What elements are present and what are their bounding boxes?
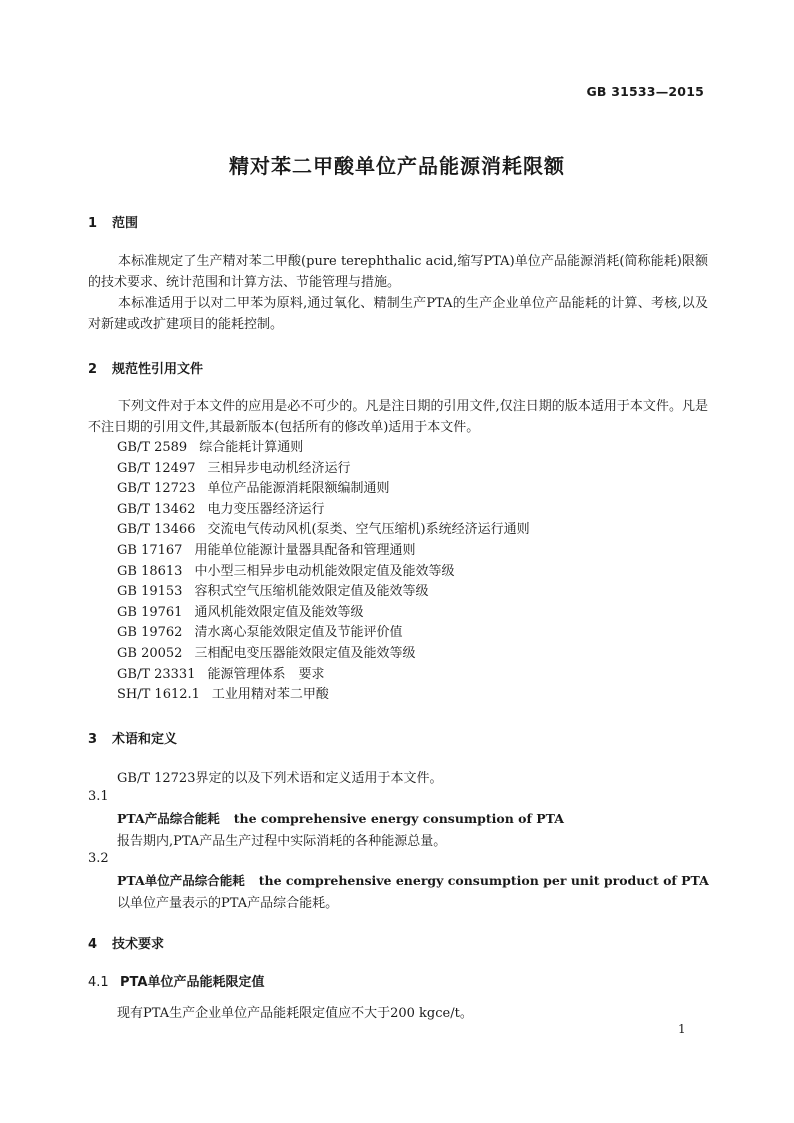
section-1-heading <box>88 212 138 231</box>
reference-title: 能源管理体系 要求 <box>207 666 325 682</box>
term-3-2-definition: 以单位产量表示的PTA产品综合能耗。 <box>117 896 339 911</box>
reference-item <box>117 623 530 644</box>
reference-code: GB/T 2589 <box>117 440 188 455</box>
term-3-1-number: 3.1 <box>88 789 109 804</box>
section-4-heading <box>88 933 164 952</box>
subsection-title: PTA单位产品能耗限定值 <box>120 975 265 990</box>
reference-title: 交流电气传动风机(泵类、空气压缩机)系统经济运行通则 <box>207 522 530 538</box>
reference-code: GB 17167 <box>117 542 183 558</box>
reference-item <box>117 644 530 665</box>
term-english: the comprehensive energy consumption of PTA <box>233 811 564 826</box>
section-2-heading <box>88 358 203 377</box>
section-number: 3 <box>88 732 98 747</box>
reference-code: SH/T 1612.1 <box>117 687 200 703</box>
document-title: 精对苯二甲酸单位产品能源消耗限额 <box>229 154 565 178</box>
reference-title: 通风机能效限定值及能效等级 <box>194 604 364 620</box>
reference-title: 容积式空气压缩机能效限定值及能效等级 <box>194 584 429 600</box>
reference-code: GB/T 13462 <box>117 501 196 517</box>
reference-title: 综合能耗计算通则 <box>199 440 304 455</box>
reference-code: GB/T 12723 <box>117 481 196 497</box>
section-1-paragraph-2: 本标准适用于以对二甲苯为原料,通过氧化、精制生产PTA的生产企业单位产品能耗的计算、考核,以及对新建或改扩建项目的能耗控制。 <box>88 296 708 332</box>
reference-code: GB/T 13466 <box>117 522 196 538</box>
reference-title: 清水离心泵能效限定值及节能评价值 <box>194 625 403 641</box>
reference-title: 三相异步电动机经济运行 <box>207 460 351 476</box>
section-number: 2 <box>88 362 98 377</box>
reference-item <box>117 438 530 459</box>
reference-code: GB 19153 <box>117 584 183 600</box>
section-title: 规范性引用文件 <box>112 362 204 377</box>
reference-title: 中小型三相异步电动机能效限定值及能效等级 <box>194 563 455 579</box>
reference-item <box>117 582 530 603</box>
page-number: 1 <box>678 1022 686 1036</box>
reference-item <box>117 479 530 500</box>
reference-item <box>117 520 530 541</box>
reference-item <box>117 562 530 583</box>
reference-code: GB 19762 <box>117 625 183 641</box>
section-title: 技术要求 <box>112 937 165 952</box>
reference-item <box>117 685 530 706</box>
term-3-1-definition: 报告期内,PTA产品生产过程中实际消耗的各种能源总量。 <box>117 834 447 849</box>
reference-code: GB 18613 <box>117 563 183 579</box>
section-number: 1 <box>88 216 98 231</box>
term-3-2 <box>117 871 709 889</box>
reference-item <box>117 665 530 686</box>
section-title: 术语和定义 <box>112 732 178 747</box>
reference-code: GB 20052 <box>117 645 183 661</box>
section-1-paragraph-1: 本标准规定了生产精对苯二甲酸(pure terephthalic acid,缩写PTA)单位产品能源消耗(简称能耗)限额的技术要求、统计范围和计算方法、节能管理与措施。 <box>88 254 708 290</box>
subsection-number: 4.1 <box>88 975 109 990</box>
reference-item <box>117 603 530 624</box>
reference-title: 用能单位能源计量器具配备和管理通则 <box>194 542 416 558</box>
term-chinese: PTA产品综合能耗 <box>117 811 220 826</box>
standard-code: GB 31533—2015 <box>586 84 704 99</box>
subsection-4-1-heading <box>88 971 264 990</box>
subsection-4-1-paragraph: 现有PTA生产企业单位产品能耗限定值应不大于200 kgce/t。 <box>117 1006 473 1021</box>
reference-title: 电力变压器经济运行 <box>207 501 325 517</box>
term-chinese: PTA单位产品综合能耗 <box>117 873 245 888</box>
section-2-paragraph-1: 下列文件对于本文件的应用是必不可少的。凡是注日期的引用文件,仅注日期的版本适用于本文件。凡是不注日期的引用文件,其最新版本(包括所有的修改单)适用于本文件。 <box>88 399 708 435</box>
reference-title: 工业用精对苯二甲酸 <box>211 687 329 703</box>
reference-item <box>117 541 530 562</box>
term-3-2-number: 3.2 <box>88 851 109 866</box>
section-title: 范围 <box>112 216 139 231</box>
reference-code: GB/T 12497 <box>117 460 196 476</box>
section-3-heading <box>88 728 177 747</box>
reference-item <box>117 459 530 480</box>
section-number: 4 <box>88 937 98 952</box>
normative-references-list <box>117 438 530 706</box>
reference-title: 单位产品能源消耗限额编制通则 <box>207 481 390 497</box>
reference-code: GB 19761 <box>117 604 183 620</box>
reference-item <box>117 500 530 521</box>
term-3-1 <box>117 809 564 827</box>
reference-code: GB/T 23331 <box>117 666 196 682</box>
section-3-paragraph-1: GB/T 12723界定的以及下列术语和定义适用于本文件。 <box>117 771 443 786</box>
term-english: the comprehensive energy consumption per unit product of PTA <box>258 873 709 888</box>
reference-title: 三相配电变压器能效限定值及能效等级 <box>194 645 416 661</box>
